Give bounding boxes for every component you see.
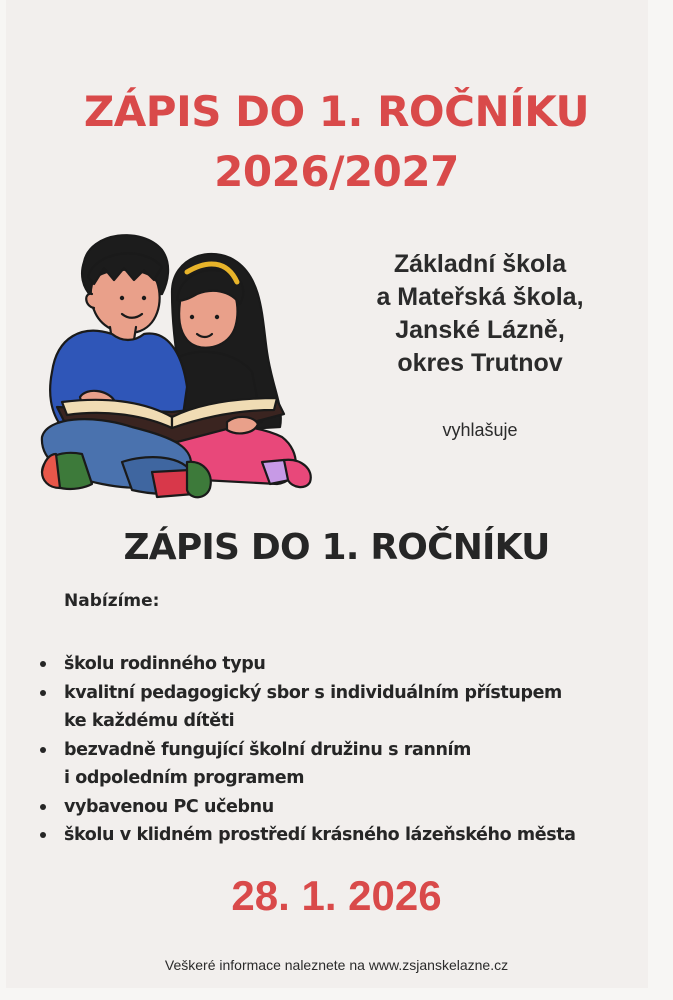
school-name-line: Janské Lázně, [395,316,565,344]
school-name-line: okres Trutnov [397,349,563,377]
offer-text: školu v klidném prostředí krásného lázeňského města [64,825,576,845]
bullet-icon [40,747,46,753]
school-name-line: a Mateřská škola, [376,283,584,311]
announces-text: vyhlašuje [442,420,518,440]
school-year: 2026/2027 [214,147,459,196]
offers-list [38,650,618,850]
offer-text: školu rodinného typu [64,654,266,674]
footer [0,957,673,973]
enrollment-heading: ZÁPIS DO 1. ROČNÍKU [123,527,550,568]
school-name [330,248,630,380]
offer-text: bezvadně fungující školní družinu s ranním [64,739,471,760]
poster-title: ZÁPIS DO 1. ROČNÍKU [83,87,590,136]
offer-text: ke každému dítěti [64,711,235,731]
website-link[interactable]: www.zsjanskelazne.cz [368,957,509,973]
offer-text: vybavenou PC učebnu [64,796,274,817]
bullet-icon [40,832,46,838]
bullet-icon [40,690,46,696]
offer-text: kvalitní pedagogický sbor s individuálním přístupem [64,682,562,703]
offer-text: i odpoledním programem [64,768,305,788]
enrollment-date: 28. 1. 2026 [231,872,442,919]
offer-item [38,679,618,736]
offer-item [38,736,618,793]
offer-heading: Nabízíme: [64,591,160,611]
children-reading-illustration [22,222,322,512]
school-name-line: Základní škola [393,250,567,278]
bullet-icon [40,661,46,667]
footer-text: Veškeré informace naleznete na [164,957,369,973]
offer-item [38,793,618,822]
offer-item [38,650,618,679]
offer-item [38,821,618,850]
bullet-icon [40,804,46,810]
